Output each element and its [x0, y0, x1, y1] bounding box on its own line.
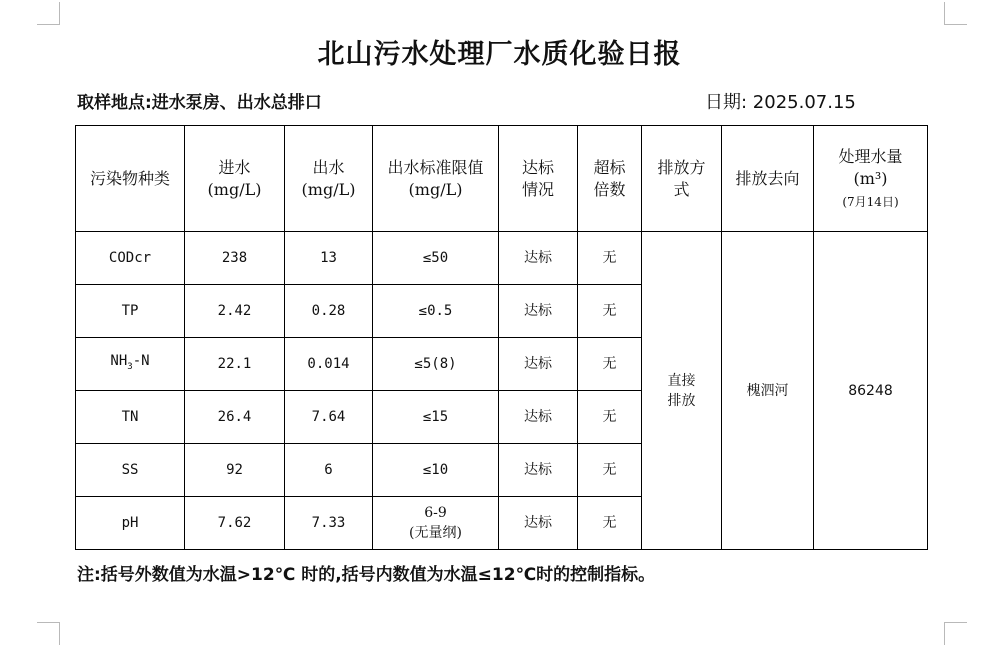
exceed-multiple: 无	[578, 444, 642, 497]
header-treated-volume: 处理水量 (m³) (7月14日)	[814, 126, 928, 232]
limit-value: ≤5(8)	[373, 338, 499, 391]
footnote: 注:括号外数值为水温>12℃ 时的,括号内数值为水温≤12℃时的控制指标。	[77, 565, 656, 585]
discharge-method: 直接 排放	[642, 232, 722, 550]
effluent-value: 0.014	[285, 338, 373, 391]
exceed-multiple: 无	[578, 338, 642, 391]
influent-value: 26.4	[185, 391, 285, 444]
crop-mark-bottom-left	[37, 622, 60, 645]
crop-mark-top-right	[944, 2, 967, 25]
table-row	[76, 232, 928, 285]
header-discharge-destination: 排放去向	[722, 126, 814, 232]
limit-value: ≤0.5	[373, 285, 499, 338]
effluent-value: 13	[285, 232, 373, 285]
header-discharge-method: 排放方 式	[642, 126, 722, 232]
effluent-value: 6	[285, 444, 373, 497]
influent-value: 22.1	[185, 338, 285, 391]
pollutant-name: SS	[76, 444, 185, 497]
limit-value: ≤10	[373, 444, 499, 497]
header-pollutant: 污染物种类	[76, 126, 185, 232]
exceed-multiple: 无	[578, 285, 642, 338]
header-effluent: 出水 (mg/L)	[285, 126, 373, 232]
crop-mark-bottom-right	[944, 622, 967, 645]
header-exceed: 超标 倍数	[578, 126, 642, 232]
header-limit: 出水标准限值 (mg/L)	[373, 126, 499, 232]
report-title: 北山污水处理厂水质化验日报	[317, 39, 682, 70]
compliance-status: 达标	[499, 338, 578, 391]
header-influent: 进水 (mg/L)	[185, 126, 285, 232]
exceed-multiple: 无	[578, 232, 642, 285]
water-quality-table	[75, 125, 928, 550]
pollutant-name: TP	[76, 285, 185, 338]
header-compliance: 达标 情况	[499, 126, 578, 232]
influent-value: 92	[185, 444, 285, 497]
report-date: 日期: 2025.07.15	[705, 92, 856, 113]
limit-value: ≤50	[373, 232, 499, 285]
compliance-status: 达标	[499, 444, 578, 497]
effluent-value: 7.64	[285, 391, 373, 444]
discharge-destination: 槐泗河	[722, 232, 814, 550]
compliance-status: 达标	[499, 497, 578, 550]
limit-value: ≤15	[373, 391, 499, 444]
exceed-multiple: 无	[578, 391, 642, 444]
header-row	[76, 126, 928, 232]
compliance-status: 达标	[499, 391, 578, 444]
influent-value: 238	[185, 232, 285, 285]
effluent-value: 0.28	[285, 285, 373, 338]
pollutant-name: pH	[76, 497, 185, 550]
crop-mark-top-left	[37, 2, 60, 25]
influent-value: 7.62	[185, 497, 285, 550]
compliance-status: 达标	[499, 232, 578, 285]
treated-volume: 86248	[814, 232, 928, 550]
compliance-status: 达标	[499, 285, 578, 338]
exceed-multiple: 无	[578, 497, 642, 550]
pollutant-name: $NH_3-N$	[76, 338, 185, 391]
effluent-value: 7.33	[285, 497, 373, 550]
limit-value: 6-9 (无量纲)	[373, 497, 499, 550]
influent-value: 2.42	[185, 285, 285, 338]
pollutant-name: CODcr	[76, 232, 185, 285]
sampling-location: 取样地点:进水泵房、出水总排口	[77, 93, 322, 113]
pollutant-name: TN	[76, 391, 185, 444]
